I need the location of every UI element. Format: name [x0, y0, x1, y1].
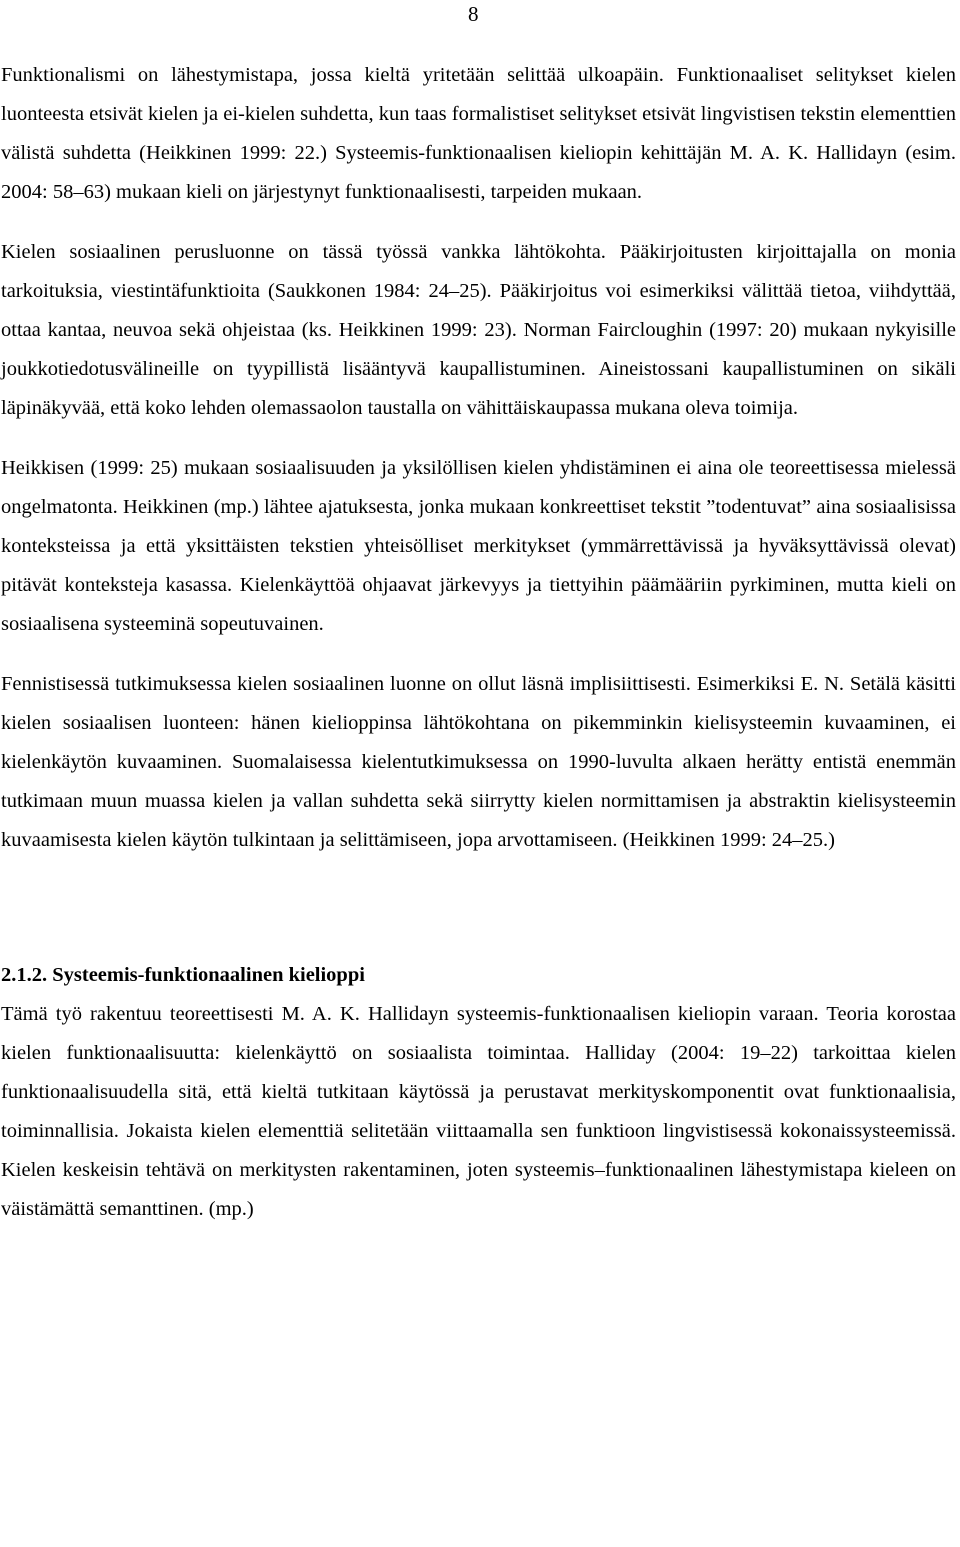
paragraph-functionalism: Funktionalismi on lähestymistapa, jossa kieltä yritetään selittää ulkoapäin. Funktionaaliset selitykset kielen luonteesta etsivät kielen ja ei-kielen suhdetta, kun taas formalistiset selitykset etsivät lingvistisen tekstin elementtien välistä suhdetta (Heikkinen 1999: 22.) Systeemis-funktionaalisen kieliopin kehittäjän M. A. K. Hallidayn (esim. 2004: 58–63) mukaan kieli on järjestynyt funktionaalisesti, tarpeiden mukaan. [1, 64, 956, 203]
page-number: 8 [468, 2, 479, 26]
document-body [1, 56, 956, 1229]
section-heading: 2.1.2. Systeemis-funktionaalinen kielioppi [1, 964, 365, 986]
paragraph-social-nature: Kielen sosiaalinen perusluonne on tässä työssä vankka lähtökohta. Pääkirjoitusten kirjoittajalla on monia tarkoituksia, viestintäfunktioita (Saukkonen 1984: 24–25). Pääkirjoitus voi esimerkiksi välittää tietoa, viihdyttää, ottaa kantaa, neuvoa sekä ohjeistaa (ks. Heikkinen 1999: 23). Norman Faircloughin (1997: 20) mukaan nykyisille joukkotiedotusvälineille on tyypillistä lisääntyvä kaupallistuminen. Aineistossani kaupallistuminen on sikäli läpinäkyvää, että koko lehden olemassaolon taustalla on vähittäiskaupassa mukana oleva toimija. [1, 241, 956, 419]
paragraph-heikkinen: Heikkisen (1999: 25) mukaan sosiaalisuuden ja yksilöllisen kielen yhdistäminen ei aina ole teoreettisessa mielessä ongelmatonta. Heikkinen (mp.) lähtee ajatuksesta, jonka mukaan konkreettiset tekstit ”todentuvat” aina sosiaalisissa konteksteissa ja että yksittäisten tekstien yhteisölliset merkitykset (ymmärrettävissä ja hyväksyttävissä olevat) pitävät konteksteja kasassa. Kielenkäyttöä ohjaavat järkevyys ja tiettyihin päämääriin pyrkiminen, mutta kieli on sosiaalisena systeeminä sopeutuvainen. [1, 457, 956, 635]
paragraph-fennistics: Fennistisessä tutkimuksessa kielen sosiaalinen luonne on ollut läsnä implisiittisesti. Esimerkiksi E. N. Setälä käsitti kielen sosiaalisen luonteen: hänen kielioppinsa lähtökohtana on pikemminkin kielisysteemin kuvaaminen, ei kielenkäytön kuvaaminen. Suomalaisessa kielentutkimuksessa on 1990-luvulta alkaen herätty entistä enemmän tutkimaan muun muassa kielen ja vallan suhdetta sekä siirrytty kielen normittamisen ja abstraktin kielisysteemin kuvaamisesta kielen käytön tulkintaan ja selittämiseen, jopa arvottamiseen. (Heikkinen 1999: 24–25.) [1, 673, 956, 851]
paragraph-halliday: Tämä työ rakentuu teoreettisesti M. A. K. Hallidayn systeemis-funktionaalisen kieliopin varaan. Teoria korostaa kielen funktionaalisuutta: kielenkäyttö on sosiaalista toimintaa. Halliday (2004: 19–22) tarkoittaa kielen funktionaalisuudella sitä, että kieltä tutkitaan käytössä ja perustavat merkityskomponentit ovat funktionaalisia, toiminnallisia. Jokaista kielen elementtiä selitetään viittaamalla sen funktioon lingvistisessä kokonaissysteemissä. Kielen keskeisin tehtävä on merkitysten rakentaminen, joten systeemis–funktionaalinen lähestymistapa kieleen on väistämättä semanttinen. (mp.) [1, 1003, 956, 1220]
